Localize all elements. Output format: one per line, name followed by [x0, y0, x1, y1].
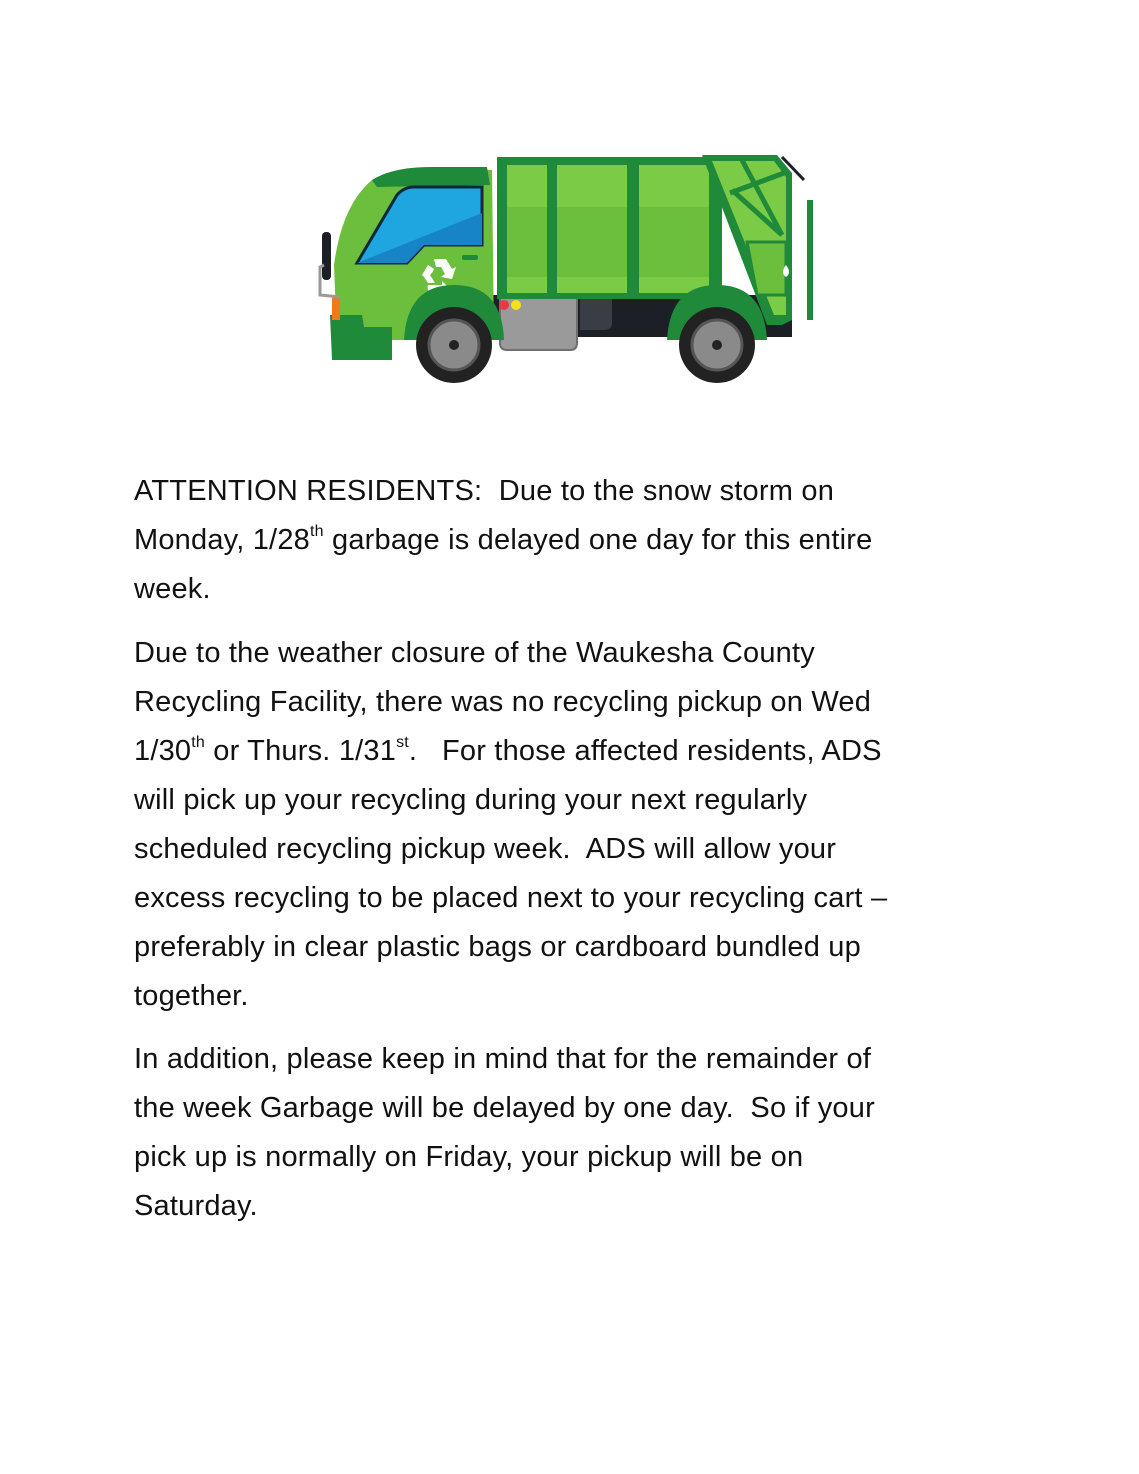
- text-line: excess recycling to be placed next to your recycling cart –: [134, 882, 888, 914]
- text-line: the week Garbage will be delayed by one day. So if your: [134, 1092, 875, 1124]
- text-line: week.: [134, 573, 211, 605]
- notice-paragraph-2: [134, 629, 1034, 1021]
- front-wheel: [416, 307, 492, 383]
- text-line: preferably in clear plastic bags or cardboard bundled up: [134, 931, 861, 963]
- text-line: ATTENTION RESIDENTS: Due to the snow storm on: [134, 475, 835, 507]
- text-line: Saturday.: [134, 1190, 258, 1222]
- text-line: Recycling Facility, there was no recycling pickup on Wed: [134, 686, 872, 718]
- text-line: together.: [134, 980, 249, 1012]
- rear-wheel: [679, 307, 755, 383]
- text-line: will pick up your recycling during your next regularly: [134, 784, 808, 816]
- text-line: Monday, 1/28th garbage is delayed one day for this entire: [134, 523, 873, 556]
- notice-paragraph-3: [134, 1035, 1034, 1231]
- text-line: In addition, please keep in mind that for the remainder of: [134, 1043, 872, 1075]
- garbage-truck-illustration: [312, 145, 822, 390]
- text-line: Due to the weather closure of the Waukesha County: [134, 637, 815, 669]
- text-line: pick up is normally on Friday, your pickup will be on: [134, 1141, 804, 1173]
- text-line: 1/30th or Thurs. 1/31st. For those affected residents, ADS: [134, 734, 882, 767]
- notice-paragraph-1: [134, 467, 1034, 614]
- text-line: scheduled recycling pickup week. ADS will allow your: [134, 833, 837, 865]
